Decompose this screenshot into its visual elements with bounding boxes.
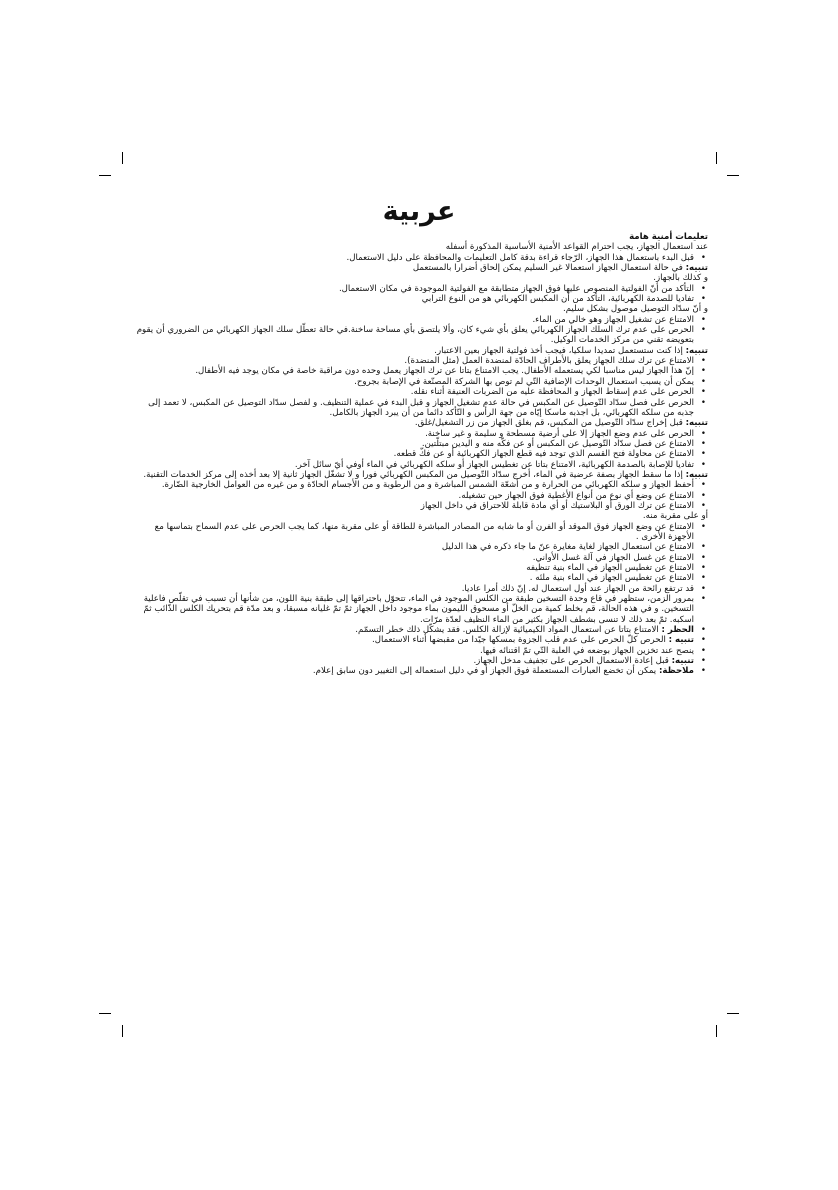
- list-item: [132, 522, 708, 543]
- list-item: [132, 666, 708, 676]
- bullet-list: [132, 625, 708, 677]
- list-item-text: الامتناع عن تشغيل الجهاز وهو خالي من الماء.: [532, 314, 694, 325]
- list-item-text: الامتناع عن غسل الجهاز في آلة غسل الأواني.: [532, 552, 694, 563]
- list-item-text: قبل البدء باستعمال هذا الجهاز، الرّجاء قراءة بدقة كامل التعليمات والمحافظة على دليل الاستعمال.: [346, 252, 694, 263]
- note-paragraph: [132, 470, 708, 480]
- list-item-text: الامتناع عن وضع أي نوع من أنواع الأغطية فوق الجهاز حين تشغيله.: [458, 490, 694, 501]
- note-text: إذا كنت ستستعمل تمديدا سلكيا، فيجب أخذ فولتية الجهاز بعين الاعتبار.: [434, 345, 683, 356]
- list-item: [132, 646, 708, 656]
- list-item: [132, 284, 708, 294]
- list-item-text: الحرص على عدم إسقاط الجهاز و المحافظة عليه من الضربات العنيفة أثناء نقله.: [410, 387, 694, 398]
- list-item-text: بمرور الزمن، ستظهر في قاع وحدة التسخين طبقة من الكلس الموجود في الماء، تتحوّل باحتراقها إلى طبقة بنية اللون، من شأنها أن تسبب في تقلّص فاعلية التسخين. و في هذه الحالة، قم بخلط كمية من الخلّ أو مسحوق الليمون بماء موجود داخل الجهاز ثمّ تمّ غليانه مسبقا، و بعد مدّة قم بتحريك الكلس الذّائب ثمّ اسكبه. ثمّ بعد ذلك لا تنسى بشطف الجهاز بكثير من الماء النظيف لعدّة مرّات.: [143, 594, 694, 625]
- page-title: عربية: [382, 196, 456, 227]
- list-item-text: الامتناع بتاتا عن استعمال المواد الكيميائية لإزالة الكلس. فقد يشكّل ذلك خطر التسمّم.: [355, 625, 659, 636]
- list-item: [132, 501, 708, 511]
- note-paragraph: [132, 418, 708, 428]
- list-item: [132, 449, 708, 459]
- list-item-text: الامتناع عن فصل سدّاد التّوصيل عن المكبس أو عن فكّه منه و اليدين مبتلّتين.: [421, 438, 694, 449]
- list-item: [132, 563, 708, 573]
- crop-mark-bottom-left-horizontal: [99, 1013, 111, 1014]
- list-item: [132, 573, 708, 583]
- bullet-list: [132, 284, 708, 305]
- note-paragraph: [132, 263, 708, 273]
- crop-mark-top-left-horizontal: [99, 175, 111, 176]
- note-text: قبل إخراج سدّاد التّوصيل من المكبس، قم بغلق الجهاز من زر التشغيل/غلق.: [414, 418, 683, 429]
- list-item-text: أحفظ الجهاز و سلكه الكهربائي من الحرارة و من أشعّة الشمس المباشرة و من الرطوبة و من الأجسام الحادّة و من غيره من العوامل الخارجية الضّارة.: [161, 480, 694, 491]
- list-item: [132, 294, 708, 304]
- list-item: [132, 429, 708, 439]
- list-continuation: أو على مقربة منه.: [642, 511, 708, 522]
- list-item-text: قبل إعادة الاستعمال الحرص على تجفيف مدخل الجهاز.: [473, 656, 669, 667]
- crop-mark-top-right-horizontal: [727, 175, 739, 176]
- bullet-list: [132, 253, 708, 263]
- bullet-list: [132, 522, 708, 625]
- section-heading: تعليمات أمنية هامة: [629, 232, 708, 242]
- list-item-text: تفاديا للصدمة الكهربائية، التأكد من أن المكبس الكهربائي هو من النوع الترابي: [421, 294, 694, 305]
- note-label: تنبيه:: [685, 263, 708, 274]
- list-item: [132, 439, 708, 449]
- list-item-label: ملاحظة:: [658, 666, 694, 677]
- list-item-text: الحرص على عدم وضع الجهاز إلا على أرضية مسطحة و سليمة و غير ساخنة.: [425, 428, 694, 439]
- crop-mark-top-right-vertical: [716, 152, 717, 164]
- crop-mark-bottom-right-vertical: [716, 1025, 717, 1037]
- list-item: [132, 366, 708, 376]
- list-item: [132, 315, 708, 325]
- list-item-text: الامتناع عن تغطيس الجهاز في الماء بنية تنظيفه: [526, 563, 694, 573]
- list-continuation: و أنّ سدّاد التوصيل موصول بشكل سليم.: [562, 304, 708, 315]
- list-item-label: تنبيه:: [671, 656, 694, 667]
- list-item: [132, 387, 708, 397]
- list-item: [132, 325, 708, 346]
- list-item: [132, 480, 708, 490]
- list-item-text: الامتناع عن ترك سلك الجهاز يعلق بالأطراف الحادّة لمنضدة العمل (مثل المنضدة).: [404, 356, 694, 367]
- note-label: تنبيه:: [685, 345, 708, 356]
- list-item-text: تفاديا للإصابة بالصدمة الكهربائية، الامتناع بتاتا عن تغطيس الجهاز أو سلكه الكهربائي في الماء أوفي أيّ سائل آخر.: [294, 459, 694, 470]
- note-continuation: و كذلك بالجهاز.: [653, 273, 708, 284]
- note-label: تنبيه:: [685, 469, 708, 480]
- list-item: [132, 460, 708, 470]
- list-item-text: الامتناع عن وضع الجهاز فوق الموقد أو الفرن أو ما شابه من المصادر المباشرة للطاقة أو على مقربة منها، كما يجب الحرص على عدم السماح بتماسها مع الأجهزة الأخرى .: [154, 521, 694, 542]
- list-item: [132, 635, 708, 645]
- bullet-list: [132, 429, 708, 470]
- list-item-text: يمكن أن يسبب استعمال الوحدات الإضافية التّي لم توص بها الشركة المصنّعة في الإصابة بجروح.: [354, 376, 694, 387]
- list-item-text: الحرص على عدم ترك السلك الجهاز الكهربائي يعلق بأي شيء كان، وألا يلتصق بأي مساحة ساخنة.في حالة تعطّل سلك الجهاز الكهربائي من الضروري أن يقوم بتعويضه تقني من مركز الخدمات الوكيل.: [136, 325, 694, 346]
- list-item: [132, 542, 708, 552]
- list-item-text: الامتناع عن استعمال الجهاز لغاية مغايرة عنّ ما جاء ذكره في هذا الدليل: [441, 542, 694, 553]
- list-item-text: الامتناع عن تغطيس الجهاز في الماء بنية ملئه .: [529, 573, 694, 584]
- note-text: في حالة استعمال الجهاز استعمالا غير السليم يمكن إلحاق أضرارا بالمستعمل: [412, 263, 683, 274]
- crop-mark-bottom-left-vertical: [122, 1025, 123, 1037]
- note-paragraph: [132, 346, 708, 356]
- list-item: [132, 253, 708, 263]
- list-item: [132, 594, 708, 625]
- list-item-text: الحرص كلّ الحرص على عدم قلب الجزوة بمسكها جيّدا من مقبضها أثناء الاستعمال.: [371, 635, 666, 646]
- note-text: إذا ما سقط الجهاز بصفة عرضية في الماء، أخرج سدّاد التّوصيل من المكبس الكهربائي فورا و لا تشغّل الجهاز ثانية إلا بعد أخذه إلى مركز الخدمات التقنية.: [143, 469, 683, 480]
- list-item-text: إنّ هذا الجهاز ليس مناسبا لكي يستعمله الأطفال. يجب الامتناع بتاتا عن ترك الجهاز يعمل وحده دون مراقبة خاصة في مكان يوجد فيه الأطفال.: [195, 366, 694, 377]
- list-item: [132, 625, 708, 635]
- intro-text: عند استعمال الجهاز، يجب احترام القواعد الأمنية الأساسية المذكورة أسفله: [445, 242, 708, 253]
- list-item-label: تنبيه :: [668, 635, 694, 646]
- list-item-text: يمكن أن تخضع العبارات المستعملة فوق الجهاز أو في دليل استعماله إلى التغيير دون سابق إعلام.: [312, 666, 657, 677]
- crop-mark-bottom-right-horizontal: [727, 1013, 739, 1014]
- crop-mark-top-left-vertical: [122, 152, 123, 164]
- list-item-text: ينصح عند تخزين الجهاز بوضعه في العلبة التّي تمّ اقتنائه فيها.: [480, 645, 694, 656]
- list-item: [132, 377, 708, 387]
- list-item: [132, 553, 708, 563]
- list-item-text: قد ترتفع رائحة من الجهاز عند أول استعمال له. إنّ ذلك أمرا عاديا.: [461, 583, 694, 594]
- bullet-list: [132, 480, 708, 511]
- list-item: [132, 356, 708, 366]
- list-item: [132, 398, 708, 419]
- instruction-sections: [132, 253, 708, 677]
- list-item-text: الامتناع عن محاولة فتح القسم الذي توجد فيه قطع الجهاز الكهربائية أو عن فكّ قطعه.: [393, 449, 694, 460]
- note-label: تنبيه:: [685, 418, 708, 429]
- list-item: [132, 584, 708, 594]
- list-item-label: الحظر :: [661, 625, 694, 636]
- list-item-text: الحرص على فصل سدّاد التّوصيل عن المكبس في حالة عدم تشغيل الجهاز و قبل البدء في عملية التنظيف. و لفصل سدّاد التوصيل عن المكبس، لا تعمد إلى جذبه من سلكه الكهربائي، بل اجذبه ماسكا إيّاه من جهة الرأس و التّأكد دائما من أن يبرد الجهاز بالكامل.: [148, 397, 694, 418]
- safety-instructions: [132, 232, 708, 677]
- bullet-list: [132, 315, 708, 346]
- list-item: [132, 656, 708, 666]
- bullet-list: [132, 356, 708, 418]
- list-item-text: الامتناع عن ترك الورق أو البلاستيك أو أي مادة قابلة للاحتراق في داخل الجهاز: [420, 500, 694, 511]
- list-item-text: التأكد من أنّ الفولتية المنصوص عليها فوق الجهاز متطابقة مع الفولتية الموجودة في مكان الاستعمال.: [338, 283, 694, 294]
- list-item: [132, 491, 708, 501]
